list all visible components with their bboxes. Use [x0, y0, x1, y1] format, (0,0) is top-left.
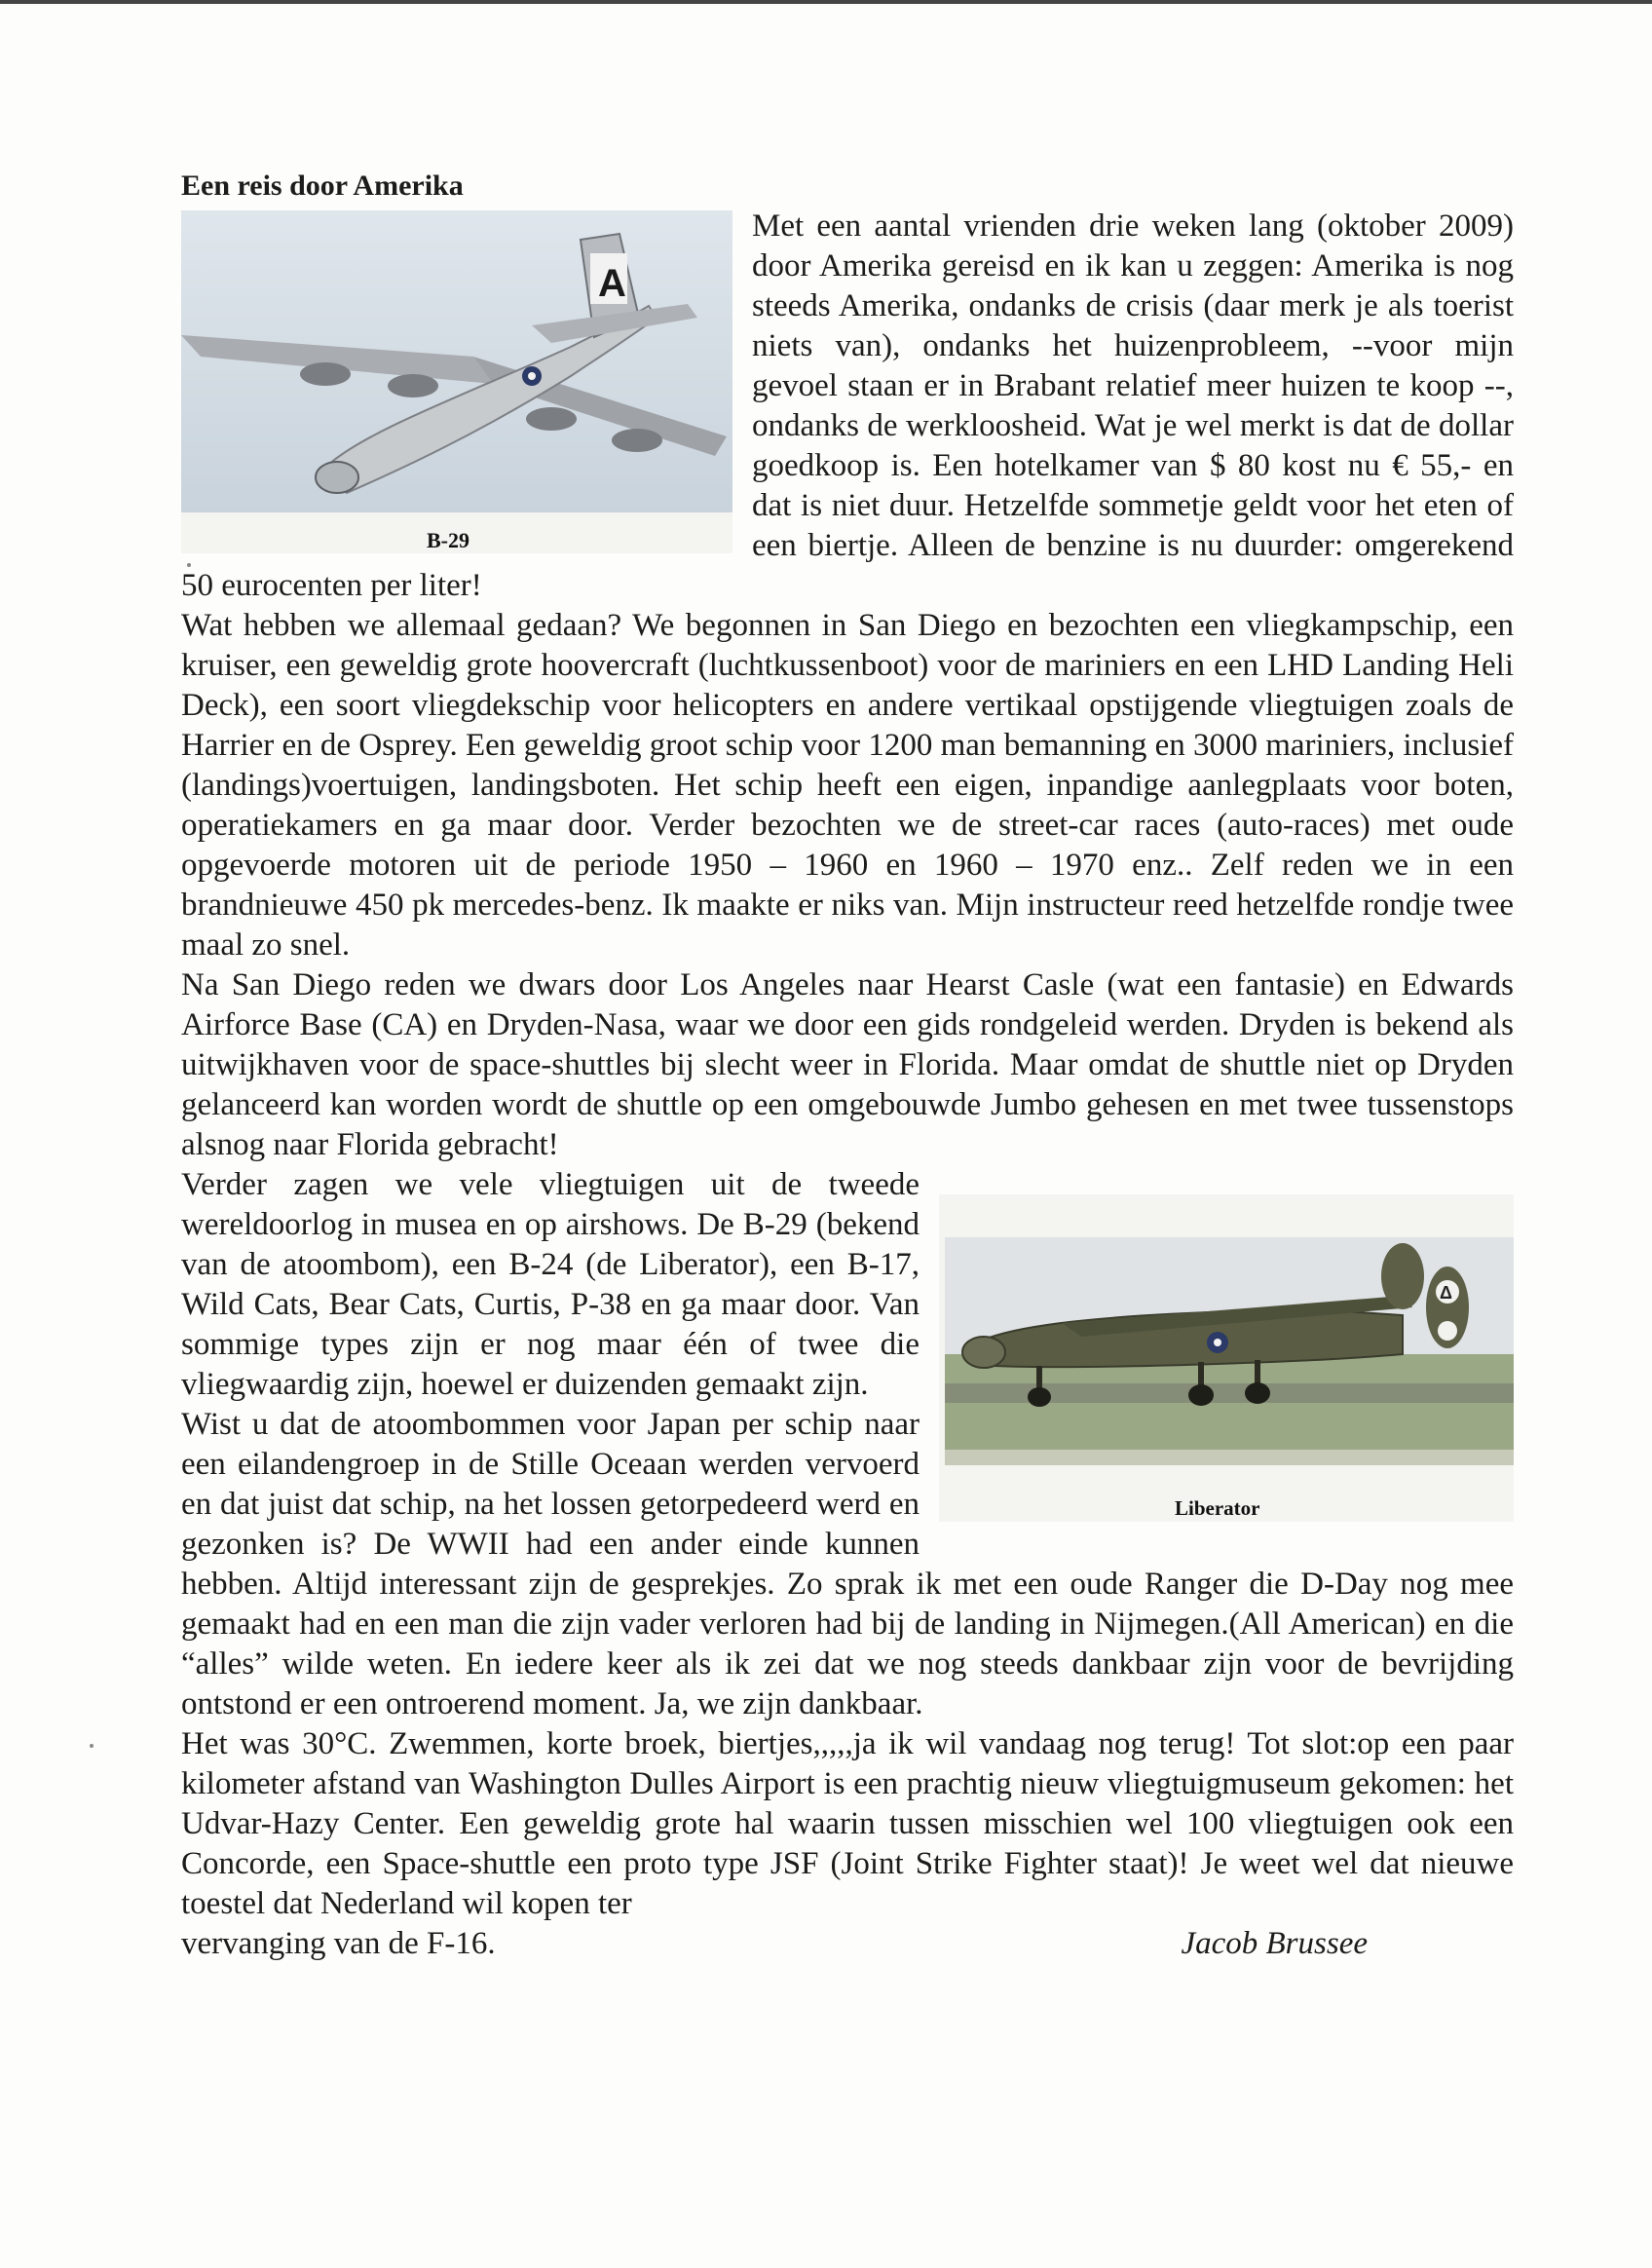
paragraph-route: Na San Diego reden we dwars door Los Angeles naar Hearst Casle (wat een fantasie) en Edwards Airforce Base (CA) en Dryden-Nasa, waar we door een gids rondgeleid werden. Dryden is bekend als uitwijkhaven voor de space-shuttles bij slecht weer in Florida. Maar omdat de shuttle niet op Dryden gelanceerd kan worden wordt de shuttle op een omgebouwde Jumbo gehesen en met twee tussenstops alsnog naar Florida gebracht!	[181, 967, 1514, 1162]
scan-top-edge	[0, 0, 1652, 4]
liberator-figure	[939, 1194, 1514, 1522]
paragraph-atomic-bombs: Wist u dat de atoombommen voor Japan per schip naar een eilandengroep in de Stille Oceaan werden vervoerd en dat juist dat schip, na het lossen getorpedeerd werd en gezonken is? De WWII had een ander einde kunnen hebben. Altijd interessant zijn de gesprekjes. Zo sprak ik met een oude Ranger die D-Day nog mee gemaakt had en een man die zijn vader verloren had bij de landing in Nijmegen.(All American) en die “alles” wilde weten. En iedere keer als ik zei dat we nog steeds dankbaar zijn voor de bevrijding ontstond er een ontroerend moment. Ja, we zijn dankbaar.	[181, 1407, 1514, 1721]
b29-photo	[181, 210, 732, 512]
article-title: Een reis door Amerika	[181, 170, 464, 202]
scan-speck	[90, 1744, 94, 1748]
b29-tail-letter: A	[598, 262, 626, 305]
paragraph-intro	[181, 207, 1514, 606]
liberator-caption: Liberator	[1175, 1496, 1260, 1520]
closing-line-text: vervanging van de F-16.	[181, 1926, 496, 1961]
article	[181, 166, 1514, 1964]
paragraph-intro-text: A B-29 Met een aantal vrienden drie weken lang (oktober 2009) door Amerika gereisd en ik kan u zeggen: Amerika is nog steeds Amerika, ondanks de crisis (daar merk je als toerist niets van), ondanks het huizenprobleem, --voor mijn gevoel staan er in Brabant relatief meer huizen te koop --, ondanks de werkloosheid. Wat je wel merkt is dat de dollar goedkoop is. Een hotelkamer van $ 80 kost nu € 55,- en dat is niet duur. Hetzelfde sommetje geldt voor het eten of een biertje. Alleen de benzine is nu duurder: omgerekend 50 eurocenten per liter!	[181, 208, 1514, 603]
paragraph-closing: Het was 30°C. Zwemmen, korte broek, biertjes,,,,,ja ik wil vandaag nog terug! Tot slot:op een paar kilometer afstand van Washington Dulles Airport is een prachtig nieuw vliegtuigmuseum gekomen: het Udvar-Hazy Center. Een geweldig grote hal waarin tussen misschien wel 100 vliegtuigen ook een Concorde, een Space-shuttle een proto type JSF (Joint Strike Fighter staat)! Je weet wel dat nieuwe toestel dat Nederland wil kopen ter	[181, 1726, 1514, 1921]
b29-plane-illustration	[181, 210, 732, 512]
author-signature: Jacob Brussee	[1181, 1926, 1368, 1961]
liberator-tail-letter: Δ	[1440, 1283, 1452, 1303]
liberator-plane-illustration	[945, 1237, 1514, 1465]
paragraph-activities: Wat hebben we allemaal gedaan? We begonnen in San Diego en bezochten een vliegkampschip, een kruiser, een geweldig grote hoovercraft (luchtkussenboot) voor de mariniers en een LHD Landing Heli Deck), een soort vliegdekschip voor helicopters en andere vertikaal opstijgende vliegtuigen zoals de Harrier en de Osprey. Een geweldig groot schip voor 1200 man bemanning en 3000 mariniers, inclusief (landings)voertuigen, landingsboten. Het schip heeft een eigen, inpandige aanlegplaats voor boten, operatiekamers en ga maar door. Verder bezochten we de street-car races (auto-races) met oude opgevoerde motoren uit de periode 1950 – 1960 en 1960 – 1970 enz.. Zelf reden we in een brandnieuwe 450 pk mercedes-benz. Ik maakte er niks van. Mijn instructeur reed hetzelfde rondje twee maal zo snel.	[181, 608, 1514, 963]
b29-caption: B-29	[427, 528, 469, 552]
closing-line	[181, 1924, 1514, 1964]
liberator-photo	[945, 1237, 1514, 1465]
paragraph-aircraft: Δ Liberator Verder zagen we vele vliegtuigen uit de tweede wereldoorlog in musea en op airshows. De B-29 (bekend van de atoombom), een B-24 (de Liberator), een B-17, Wild Cats, Bear Cats, Curtis, P-38 en ga maar door. Van sommige types zijn er nog maar één of twee die vliegwaardig zijn, hoewel er duizenden gemaakt zijn.	[181, 1165, 1514, 1405]
b29-figure	[181, 210, 732, 553]
